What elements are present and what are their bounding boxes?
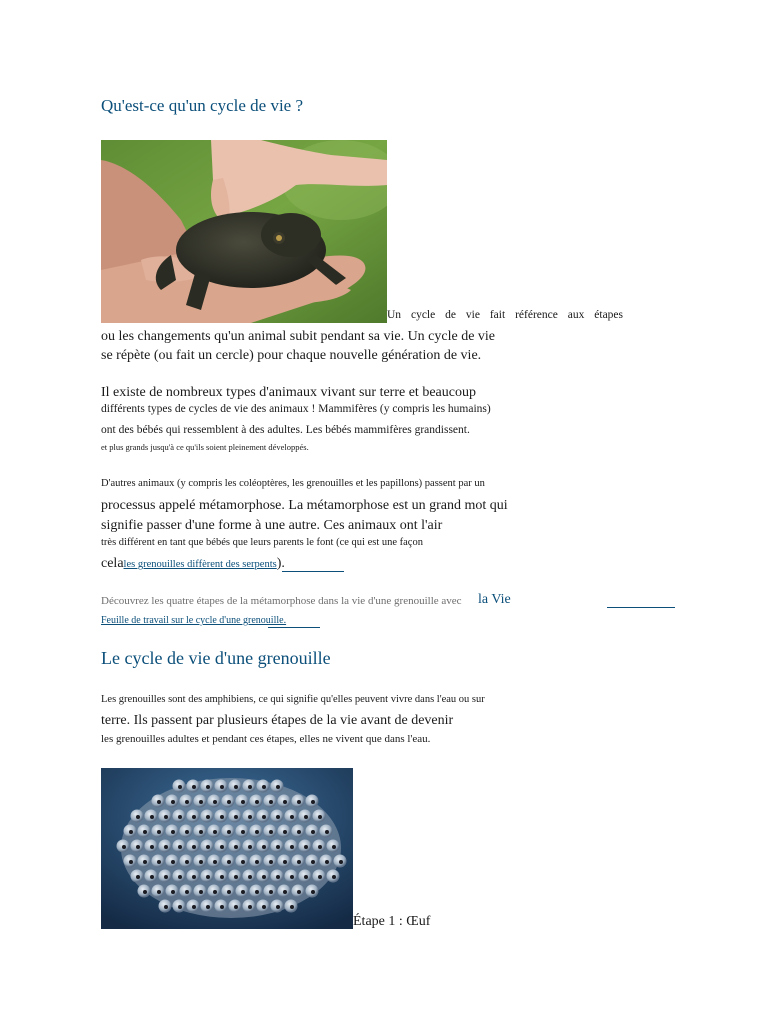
- para3-line4: très différent en tant que bébés que leurs parents le font (ce qui est une façon: [101, 537, 423, 548]
- para2-line2: différents types de cycles de vie des animaux ! Mammifères (y compris les humains): [101, 403, 491, 415]
- page-title: Qu'est-ce qu'un cycle de vie ?: [101, 96, 304, 115]
- para1-line1: Un cycle de vie fait référence aux étapes: [387, 309, 623, 321]
- worksheet-underline-extension: [268, 627, 320, 628]
- section-heading-frog-life-cycle: Le cycle de vie d'une grenouille: [101, 648, 331, 668]
- para4-line1: Les grenouilles sont des amphibiens, ce qui signifie qu'elles peuvent vivre dans l'eau ou sur: [101, 694, 485, 705]
- para3-line3: signifie passer d'une forme à une autre. Ces animaux ont l'air: [101, 518, 443, 533]
- link-underline-extension: [282, 571, 344, 572]
- frog-worksheet-link[interactable]: Feuille de travail sur le cycle d'une grenouille.: [101, 615, 287, 626]
- para3-line5: [101, 556, 285, 572]
- discover-text: Découvrez les quatre étapes de la métamorphose dans la vie d'une grenouille avec: [101, 595, 462, 607]
- frogs-vs-snakes-link[interactable]: les grenouilles diffèrent des serpents: [123, 559, 277, 570]
- para4-line3: les grenouilles adultes et pendant ces étapes, elles ne vivent que dans l'eau.: [101, 733, 431, 745]
- para3-line1: D'autres animaux (y compris les coléoptères, les grenouilles et les papillons) passent par un: [101, 478, 485, 489]
- para4-line2: terre. Ils passent par plusieurs étapes de la vie avant de devenir: [101, 713, 454, 728]
- para1-line3: se répète (ou fait un cercle) pour chaque nouvelle génération de vie.: [101, 348, 482, 363]
- stage-1-caption: Étape 1 : Œuf: [353, 914, 431, 929]
- para2-line3: ont des bébés qui ressemblent à des adultes. Les bébés mammifères grandissent.: [101, 424, 470, 436]
- para3-line5-end: ).: [276, 556, 285, 571]
- link-underline-right: [607, 607, 675, 608]
- para2-line1: Il existe de nombreux types d'animaux vivant sur terre et beaucoup: [101, 385, 476, 400]
- para3-line2: processus appelé métamorphose. La métamorphose est un grand mot qui: [101, 498, 508, 513]
- frog-eggs-photo: [101, 768, 353, 929]
- life-cycle-link[interactable]: la Vie: [478, 592, 511, 607]
- para3-line5-start: cela: [101, 556, 124, 571]
- para2-line4: et plus grands jusqu'à ce qu'ils soient pleinement développés.: [101, 442, 309, 452]
- para1-line2: ou les changements qu'un animal subit pendant sa vie. Un cycle de vie: [101, 329, 496, 344]
- frog-in-hands-photo: [101, 140, 387, 323]
